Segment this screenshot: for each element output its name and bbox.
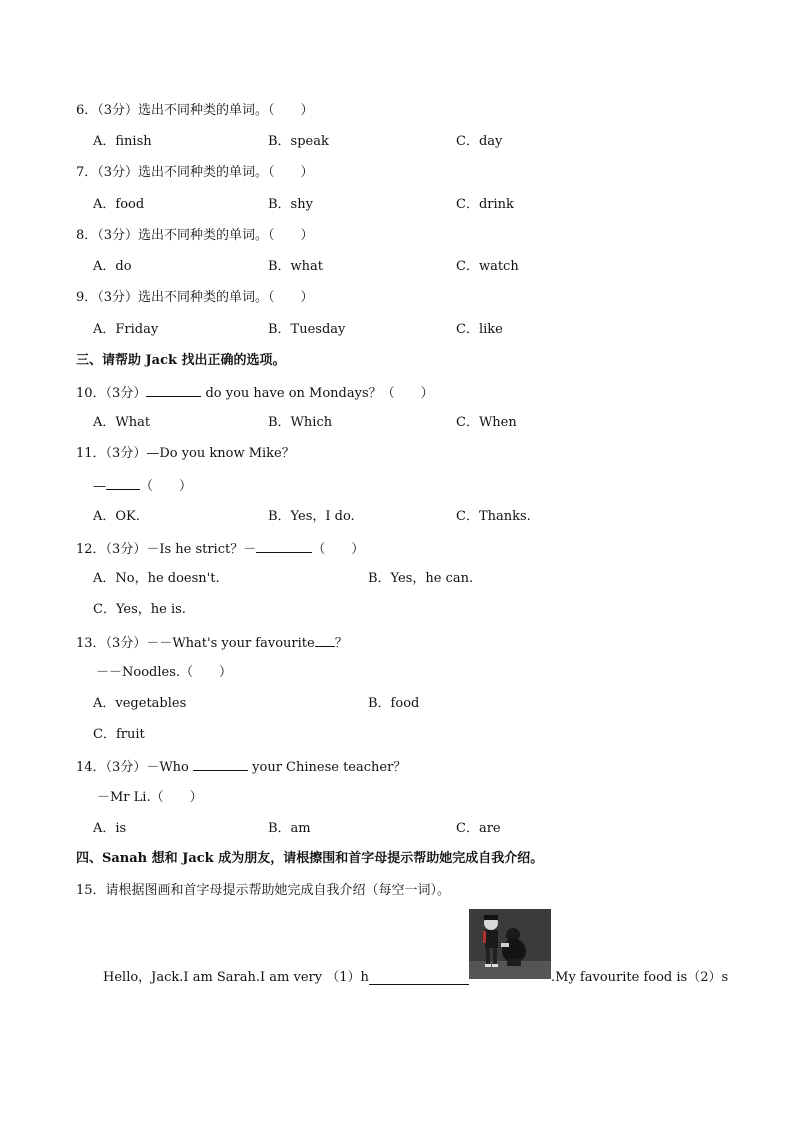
q9-option-c[interactable]: C．like <box>456 322 503 337</box>
q8-stem: 8．（3分）选出不同种类的单词。（ ） <box>76 228 314 243</box>
q9-option-b[interactable]: B．Tuesday <box>268 322 346 337</box>
q12-option-b[interactable]: B．Yes，he can. <box>368 571 474 586</box>
q7-option-a[interactable]: A．food <box>93 197 145 212</box>
q12-blank[interactable] <box>256 540 312 553</box>
q11-stem: 11．（3分）—Do you know Mike？ <box>76 446 295 461</box>
q6-option-b[interactable]: B．speak <box>268 134 329 149</box>
q14-stem <box>76 758 406 776</box>
q13-answer: －－Noodles.（ ） <box>96 665 233 680</box>
q15-text-continued <box>551 970 728 986</box>
q14-answer: －Mr Li.（ ） <box>97 790 203 805</box>
q10-stem <box>76 384 434 402</box>
q7-stem: 7．（3分）选出不同种类的单词。（ ） <box>76 165 314 180</box>
q14-blank[interactable] <box>193 758 248 771</box>
q13-blank[interactable] <box>315 634 335 647</box>
q14-option-b[interactable]: B．am <box>268 821 311 836</box>
q13-suffix: ？ <box>334 636 348 651</box>
q8-option-a[interactable]: A．do <box>93 259 132 274</box>
q7-option-c[interactable]: C．drink <box>456 197 514 212</box>
q12-suffix: （ ） <box>312 542 365 557</box>
q13-prefix: 13．（3分）－－What's your favourite <box>76 636 315 651</box>
q11-option-b[interactable]: B．Yes，I do. <box>268 509 355 524</box>
q13-option-c[interactable]: C．fruit <box>93 727 145 742</box>
q14-prefix: 14．（3分）－Who <box>76 760 194 775</box>
q6-option-c[interactable]: C．day <box>456 134 503 149</box>
q14-suffix: your Chinese teacher？ <box>248 760 407 775</box>
q12-stem <box>76 540 364 558</box>
q11-option-a[interactable]: A．OK. <box>93 509 140 524</box>
q9-option-a[interactable]: A．Friday <box>93 322 159 337</box>
q12-option-c[interactable]: C．Yes，he is. <box>93 602 186 617</box>
q12-prefix: 12．（3分）－Is he strict？－ <box>76 542 257 557</box>
q13-stem <box>76 634 348 652</box>
q8-option-c[interactable]: C．watch <box>456 259 519 274</box>
q11-answer-suffix: （ ） <box>140 479 193 494</box>
q11-answer-prefix: — <box>93 479 106 494</box>
q15-blank-1[interactable] <box>369 972 469 985</box>
q10-option-b[interactable]: B．Which <box>268 415 333 430</box>
q6-stem: 6．（3分）选出不同种类的单词。（ ） <box>76 103 314 118</box>
q13-option-a[interactable]: A．vegetables <box>93 696 187 711</box>
section-3-heading: 三、请帮助 Jack 找出正确的选项。 <box>76 353 286 368</box>
q6-option-a[interactable]: A．finish <box>93 134 152 149</box>
q12-option-a[interactable]: A．No，he doesn't. <box>93 571 220 586</box>
q11-answer-line <box>93 477 192 495</box>
q11-option-c[interactable]: C．Thanks. <box>456 509 531 524</box>
q15-text <box>103 970 369 986</box>
q15-text-part2: .My favourite food is（2）s <box>551 970 729 985</box>
q10-option-c[interactable]: C．When <box>456 415 517 430</box>
q10-blank[interactable] <box>146 384 201 397</box>
q14-option-a[interactable]: A．is <box>93 821 127 836</box>
q15-stem: 15．请根据图画和首字母提示帮助她完成自我介绍（每空一词）。 <box>76 883 451 898</box>
section-4-heading: 四、Sanah 想和 Jack 成为朋友，请根擦围和首字母提示帮助她完成自我介绍。 <box>76 851 544 866</box>
q14-option-c[interactable]: C．are <box>456 821 501 836</box>
q13-option-b[interactable]: B．food <box>368 696 420 711</box>
q8-option-b[interactable]: B．what <box>268 259 324 274</box>
q11-blank[interactable] <box>106 477 140 490</box>
q10-option-a[interactable]: A．What <box>93 415 151 430</box>
q10-prefix: 10．（3分） <box>76 386 147 401</box>
q7-option-b[interactable]: B．shy <box>268 197 313 212</box>
q10-suffix: do you have on Mondays？（ ） <box>201 386 434 401</box>
q9-stem: 9．（3分）选出不同种类的单词。（ ） <box>76 290 314 305</box>
q15-text-part1: Hello，Jack.I am Sarah.I am very （1）h <box>103 970 369 985</box>
q15-illustration <box>469 909 551 979</box>
